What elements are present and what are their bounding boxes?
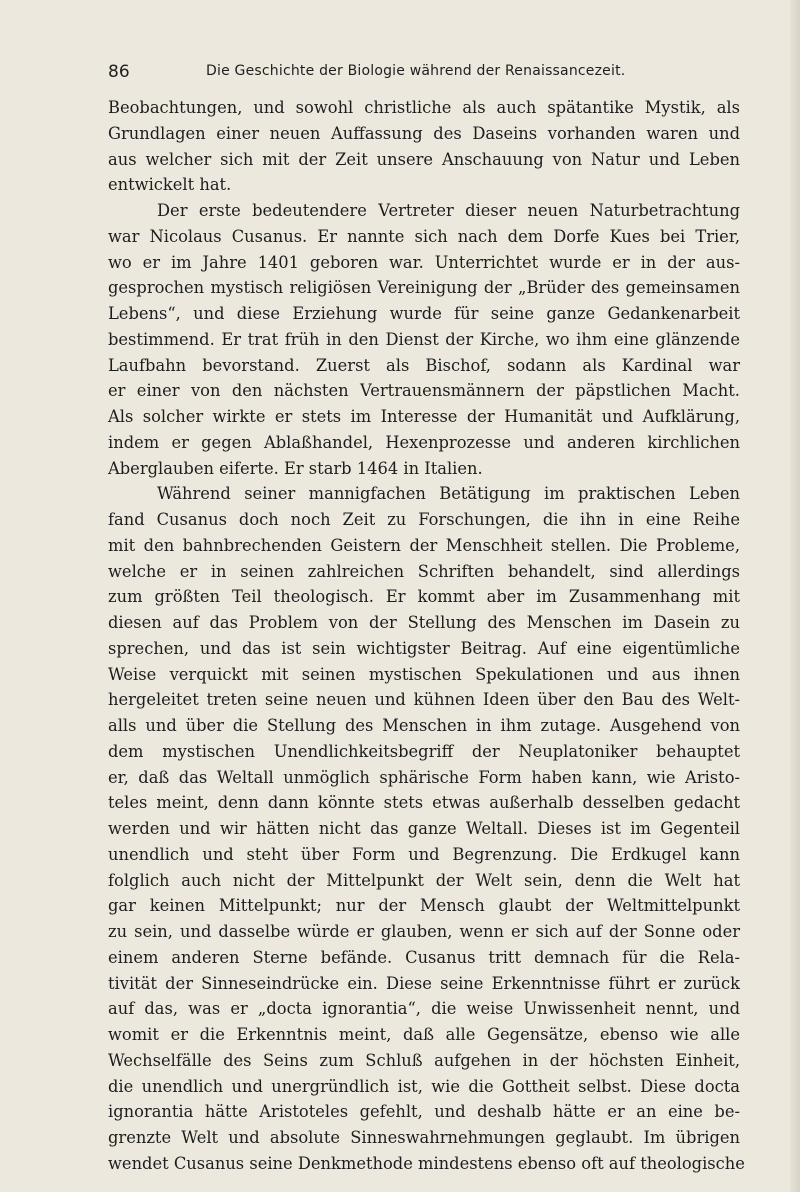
text-line: Aberglauben eiferte. Er starb 1464 in Italien.: [108, 458, 483, 478]
text-line: Während seiner mannigfachen Betätigung im praktischen Leben: [157, 484, 740, 504]
page-number: 86: [108, 62, 130, 82]
text-line: grenzte Welt und absolute Sinneswahrnehmungen geglaubt. Im übrigen: [108, 1128, 740, 1147]
page-header: [108, 60, 740, 88]
text-line: mit den bahnbrechenden Geistern der Menschheit stellen. Die Probleme,: [108, 535, 740, 555]
text-line: fand Cusanus doch noch Zeit zu Forschungen, die ihn in eine Reihe: [108, 510, 740, 529]
text-line: Laufbahn bevorstand. Zuerst als Bischof, sodann als Kardinal war: [108, 355, 740, 375]
text-line: bestimmend. Er trat früh in den Dienst der Kirche, wo ihm eine glänzende: [108, 329, 740, 349]
text-line: sprechen, und das ist sein wichtigster Beitrag. Auf eine eigentümliche: [108, 638, 740, 658]
text-line: Beobachtungen, und sowohl christliche als auch spätantike Mystik, als: [108, 98, 740, 117]
text-line: dem mystischen Unendlichkeitsbegriff der Neuplatoniker behauptet: [108, 741, 740, 761]
text-line: entwickelt hat.: [108, 175, 232, 195]
text-line: tivität der Sinneseindrücke ein. Diese seine Erkenntnisse führt er zurück: [108, 973, 740, 993]
text-line: teles meint, denn dann könnte stets etwas außerhalb desselben gedacht: [108, 793, 740, 813]
text-line: werden und wir hätten nicht das ganze Weltall. Dieses ist im Gegenteil: [108, 819, 740, 838]
text-line: die unendlich und unergründlich ist, wie die Gottheit selbst. Diese docta: [108, 1076, 740, 1096]
text-line: Weise verquickt mit seinen mystischen Spekulationen und aus ihnen: [108, 664, 740, 684]
text-line: wendet Cusanus seine Denkmethode mindestens ebenso oft auf theologische: [108, 1153, 745, 1173]
text-line: alls und über die Stellung des Menschen in ihm zutage. Ausgehend von: [108, 716, 740, 735]
text-line: indem er gegen Ablaßhandel, Hexenprozesse und anderen kirchlichen: [108, 432, 740, 452]
text-line: war Nicolaus Cusanus. Er nannte sich nach dem Dorfe Kues bei Trier,: [108, 226, 740, 246]
text-line: Lebens“, und diese Erziehung wurde für seine ganze Gedankenarbeit: [108, 304, 740, 323]
text-line: ignorantia hätte Aristoteles gefehlt, und deshalb hätte er an eine be-: [108, 1102, 740, 1122]
text-line: diesen auf das Problem von der Stellung des Menschen im Dasein zu: [108, 613, 740, 632]
text-line: Wechselfälle des Seins zum Schluß aufgehen in der höchsten Einheit,: [108, 1050, 740, 1070]
text-line: unendlich und steht über Form und Begrenzung. Die Erdkugel kann: [108, 844, 740, 864]
text-line: gar keinen Mittelpunkt; nur der Mensch glaubt der Weltmittelpunkt: [108, 896, 740, 916]
text-line: folglich auch nicht der Mittelpunkt der Welt sein, denn die Welt hat: [108, 870, 740, 890]
text-line: Der erste bedeutendere Vertreter dieser neuen Naturbetrachtung: [157, 201, 740, 220]
running-title: Die Geschichte der Biologie während der Renaissancezeit.: [206, 63, 626, 79]
text-line: womit er die Erkenntnis meint, daß alle Gegensätze, ebenso wie alle: [108, 1025, 740, 1044]
text-line: er, daß das Weltall unmöglich sphärische Form haben kann, wie Aristo-: [108, 767, 740, 787]
text-line: Als solcher wirkte er stets im Interesse der Humanität und Aufklärung,: [108, 407, 740, 426]
text-line: wo er im Jahre 1401 geboren war. Unterrichtet wurde er in der aus-: [108, 252, 740, 272]
text-line: hergeleitet treten seine neuen und kühnen Ideen über den Bau des Welt-: [108, 690, 740, 710]
text-line: zum größten Teil theologisch. Er kommt aber im Zusammenhang mit: [108, 587, 740, 607]
body-text: [108, 95, 745, 1177]
text-line: aus welcher sich mit der Zeit unsere Anschauung von Natur und Leben: [108, 149, 740, 169]
text-line: auf das, was er „docta ignorantia“, die weise Unwissenheit nennt, und: [108, 999, 740, 1019]
text-line: einem anderen Sterne befände. Cusanus tritt demnach für die Rela-: [108, 947, 740, 967]
text-line: Grundlagen einer neuen Auffassung des Daseins vorhanden waren und: [108, 123, 740, 143]
page-edge-shadow: [790, 0, 800, 1192]
text-line: zu sein, und dasselbe würde er glauben, wenn er sich auf der Sonne oder: [108, 922, 740, 941]
text-line: gesprochen mystisch religiösen Vereinigung der „Brüder des gemeinsamen: [108, 278, 740, 298]
text-line: welche er in seinen zahlreichen Schriften behandelt, sind allerdings: [108, 561, 740, 581]
text-line: er einer von den nächsten Vertrauensmännern der päpstlichen Macht.: [108, 381, 740, 401]
